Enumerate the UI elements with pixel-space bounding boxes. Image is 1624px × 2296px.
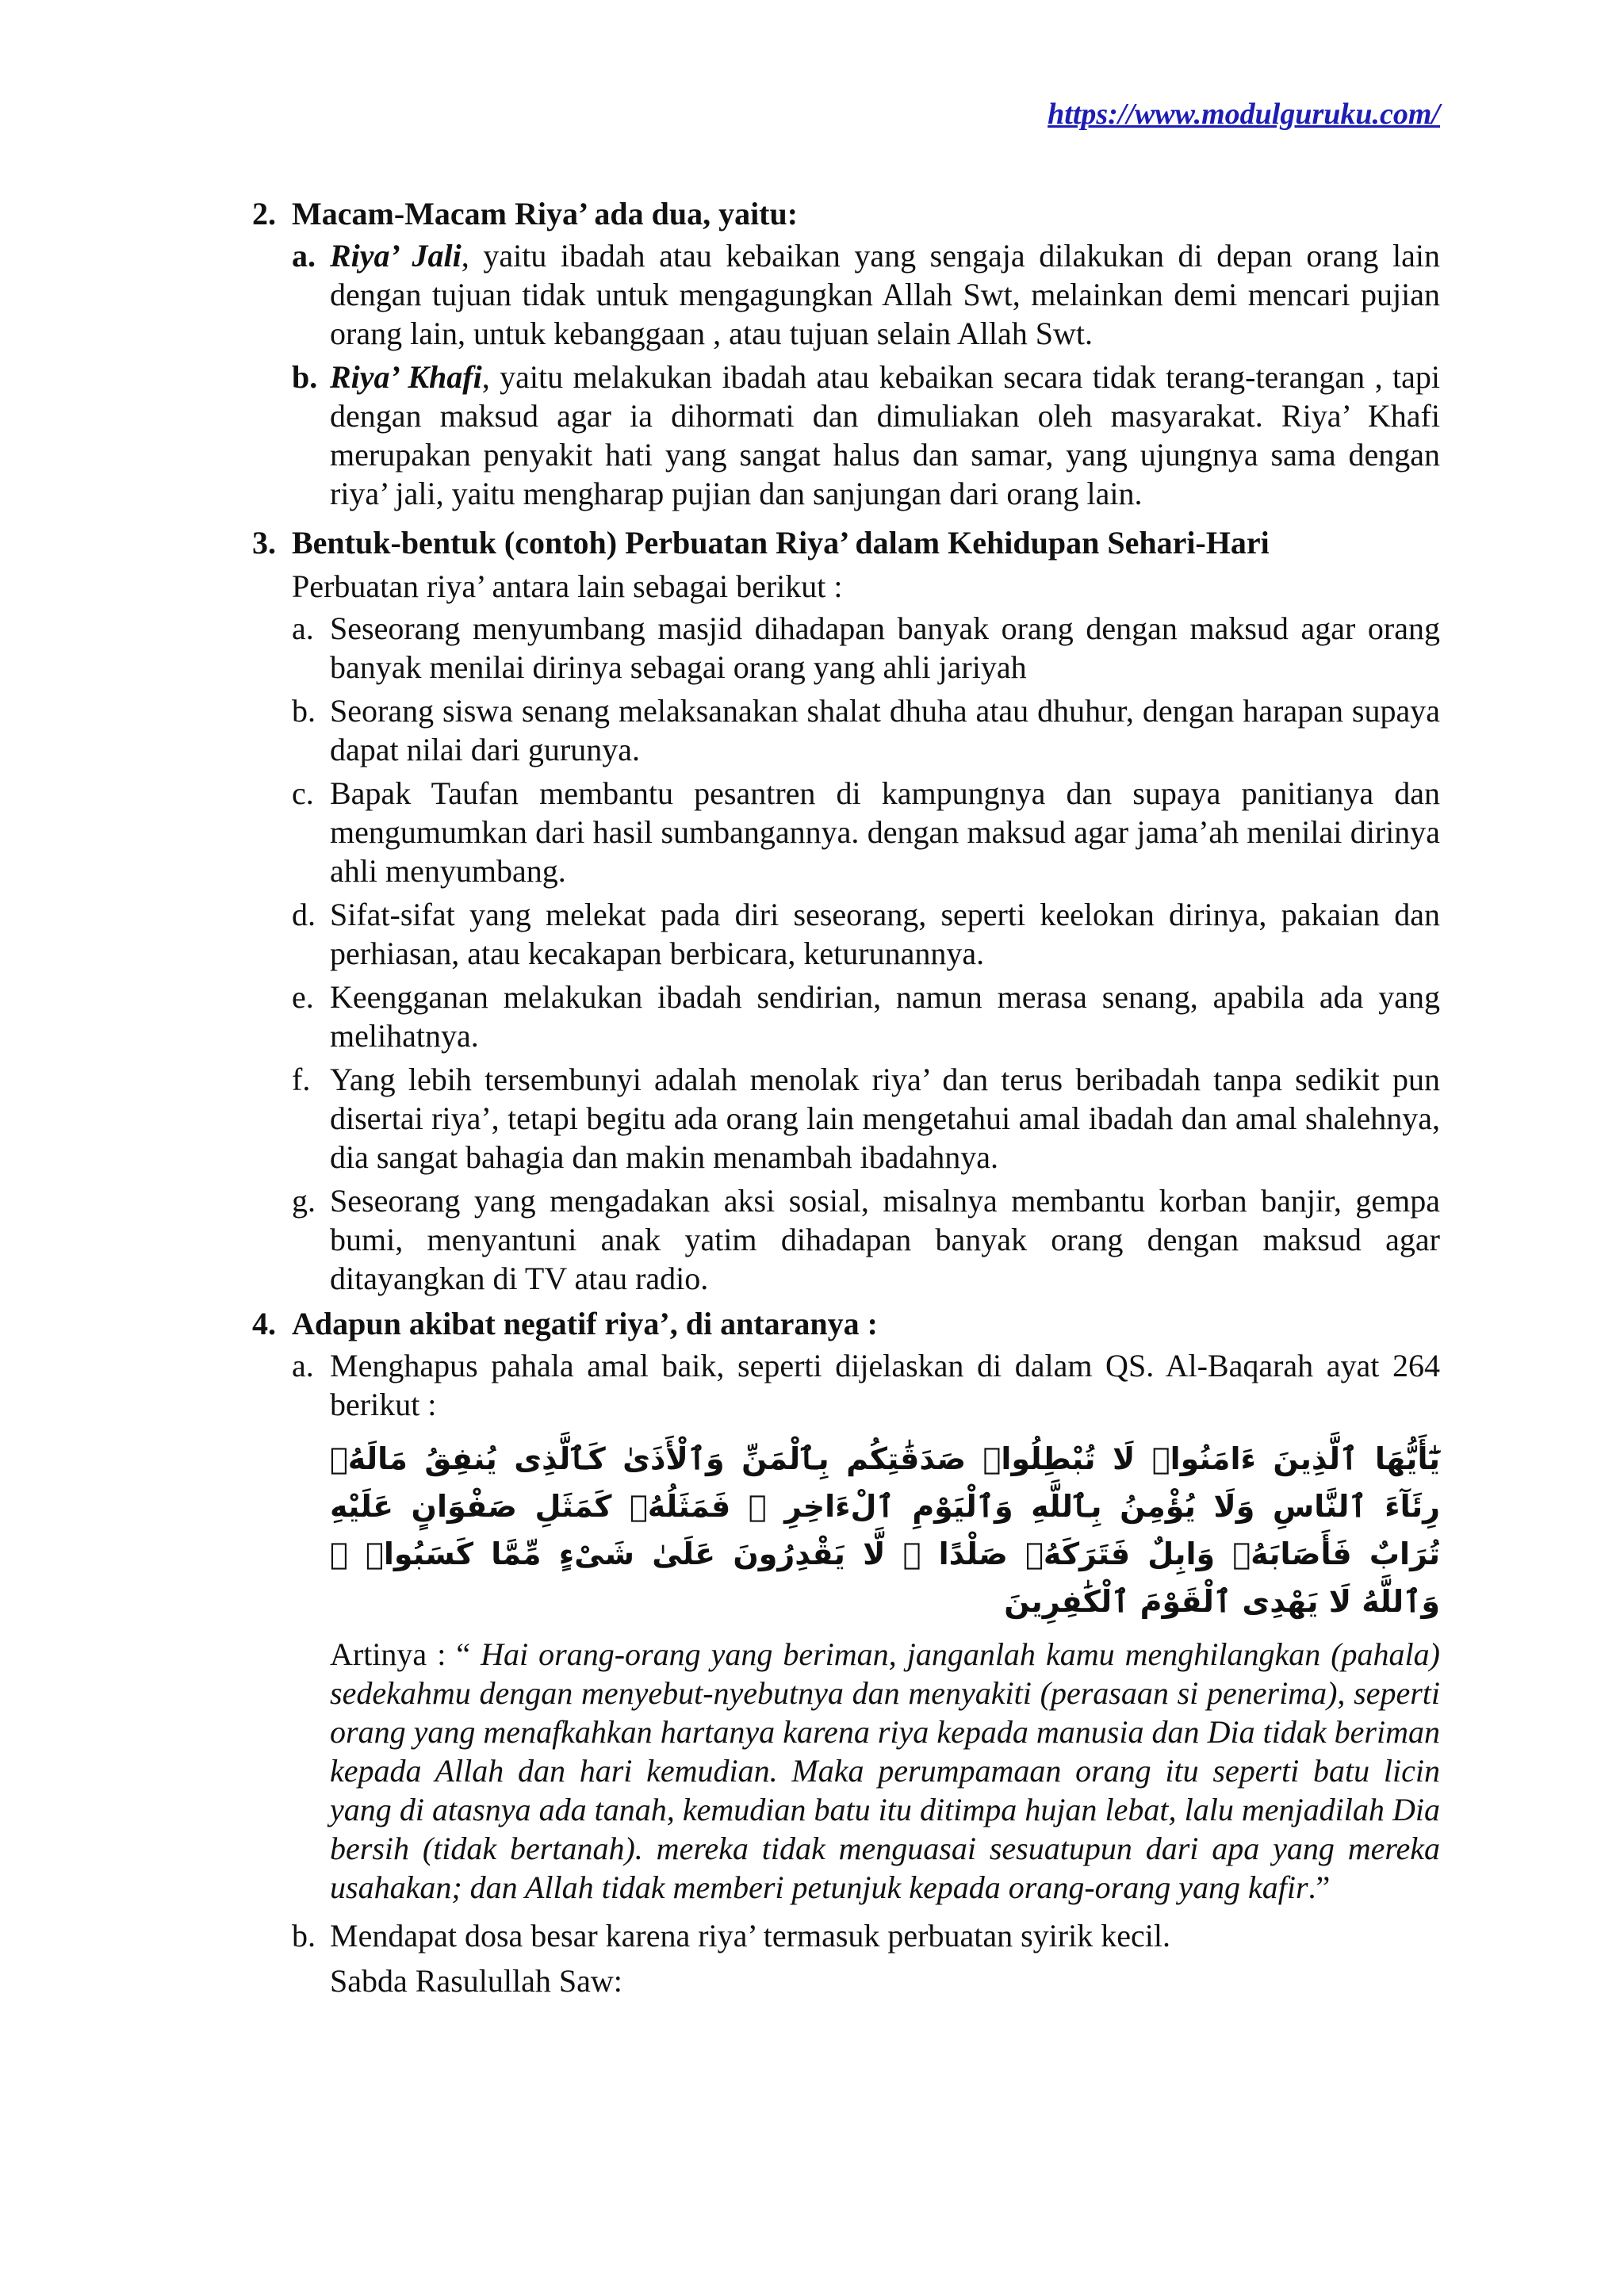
item-text: Yang lebih tersembunyi adalah menolak riya’ dan terus beribadah tanpa sedikit pun disertai riya’, tetapi begitu ada orang lain mengetahui amal ibadah dan amal shalehnya, dia sangat bahagia dan makin menambah ibadahnya. — [330, 1062, 1440, 1175]
section-2 — [252, 194, 1440, 513]
item-text: Menghapus pahala amal baik, seperti dijelaskan di dalam QS. Al-Baqarah ayat 264 berikut : — [330, 1348, 1440, 1422]
item-text: Sifat-sifat yang melekat pada diri seseorang, seperti keelokan dirinya, pakaian dan perhiasan, atau kecakapan berbicara, keturunannya. — [330, 897, 1440, 971]
example-item — [252, 774, 1440, 890]
section-4 — [252, 1304, 1440, 2000]
section-2-heading — [252, 194, 1440, 233]
riya-type-item — [252, 236, 1440, 353]
section-3-number: 3. — [252, 525, 276, 561]
item-marker: g. — [292, 1183, 316, 1219]
item-text: , yaitu ibadah atau kebaikan yang sengaja dilakukan di depan orang lain dengan tujuan tidak untuk mengagungkan Allah Swt, melainkan demi mencari pujian orang lain, untuk kebanggaan , atau tujuan selain Allah Swt. — [330, 238, 1441, 351]
item-marker: d. — [292, 897, 316, 932]
section-2-title: Macam-Macam Riya’ ada dua, yaitu: — [292, 196, 799, 232]
item-marker: f. — [292, 1062, 311, 1097]
item-marker: b. — [292, 693, 316, 729]
item-marker: a. — [292, 610, 314, 646]
translation-close: .” — [1308, 1869, 1331, 1905]
riya-term: Riya’ Khafi — [330, 359, 482, 395]
translation-text: Hai orang-orang yang beriman, janganlah kamu menghilangkan (pahala) sedekahmu dengan menyebut-nyebutnya dan menyakiti (perasaan si penerima), seperti orang yang menafkahkan hartanya karena riya kepada manusia dan Dia tidak beriman kepada Allah dan hari kemudian. Maka perumpamaan orang itu seperti batu licin yang di atasnya ada tanah, kemudian batu itu ditimpa hujan lebat, lalu menjadilah Dia bersih (tidak bertanah). mereka tidak menguasai sesuatupun dari apa yang mereka usahakan; dan Allah tidak memberi petunjuk kepada orang-orang yang kafir — [330, 1636, 1440, 1905]
example-item — [252, 895, 1440, 973]
example-item — [252, 609, 1440, 687]
section-3-intro: Perbuatan riya’ antara lain sebagai berikut : — [292, 568, 843, 604]
riya-term: Riya’ Jali — [330, 238, 462, 274]
example-item — [252, 1060, 1440, 1177]
item-marker: c. — [292, 775, 314, 811]
consequence-item — [252, 1916, 1440, 1955]
hadith-intro: Sabda Rasulullah Saw: — [330, 1963, 622, 1999]
header-url-link[interactable]: https://www.modulguruku.com/ — [1048, 98, 1440, 131]
item-marker: a. — [292, 1348, 314, 1383]
example-item — [252, 978, 1440, 1055]
section-4-heading — [252, 1304, 1440, 1343]
verse-translation — [252, 1635, 1440, 1907]
section-4-number: 4. — [252, 1306, 276, 1341]
section-3 — [252, 523, 1440, 1298]
item-marker: e. — [292, 979, 314, 1015]
translation-label: Artinya : “ — [330, 1636, 481, 1672]
section-2-number: 2. — [252, 196, 276, 232]
quran-verse-arabic: يَٰٓأَيُّهَا ٱلَّذِينَ ءَامَنُوا۟ لَا تُبْطِلُوا۟ صَدَقَٰتِكُم بِٱلْمَنِّ وَٱلْأَذَىٰ كَٱلَّذِى يُنفِقُ مَالَهُۥ رِئَآءَ ٱلنَّاسِ وَلَا يُؤْمِنُ بِٱللَّهِ وَٱلْيَوْمِ ٱلْءَاخِرِ ۖ فَمَثَلُهُۥ كَمَثَلِ صَفْوَانٍ عَلَيْهِ تُرَابٌ فَأَصَابَهُۥ وَابِلٌ فَتَرَكَهُۥ صَلْدًا ۖ لَّا يَقْدِرُونَ عَلَىٰ شَىْءٍ مِّمَّا كَسَبُوا۟ ۗ وَٱللَّهُ لَا يَهْدِى ٱلْقَوْمَ ٱلْكَٰفِرِينَ — [330, 1441, 1440, 1619]
item-marker: b. — [292, 359, 318, 395]
section-3-heading — [252, 523, 1440, 562]
section-4-title: Adapun akibat negatif riya’, di antaranya : — [292, 1306, 878, 1341]
item-text: Bapak Taufan membantu pesantren di kampungnya dan supaya panitianya dan mengumumkan dari hasil sumbangannya. dengan maksud agar jama’ah menilai dirinya ahli menyumbang. — [330, 775, 1440, 889]
item-marker: a. — [292, 238, 316, 274]
item-text: Keengganan melakukan ibadah sendirian, namun merasa senang, apabila ada yang melihatnya. — [330, 979, 1440, 1054]
item-text: Seseorang menyumbang masjid dihadapan banyak orang dengan maksud agar orang banyak menilai dirinya sebagai orang yang ahli jariyah — [330, 610, 1440, 685]
example-item — [252, 691, 1440, 769]
section-3-title: Bentuk-bentuk (contoh) Perbuatan Riya’ dalam Kehidupan Sehari-Hari — [292, 525, 1270, 561]
riya-type-item — [252, 358, 1440, 513]
item-text: Mendapat dosa besar karena riya’ termasuk perbuatan syirik kecil. — [330, 1918, 1170, 1954]
item-text: , yaitu melakukan ibadah atau kebaikan secara tidak terang-terangan , tapi dengan maksud agar ia dihormati dan dimuliakan oleh masyarakat. Riya’ Khafi merupakan penyakit hati yang sangat halus dan samar, yang ujungnya sama dengan riya’ jali, yaitu mengharap pujian dan sanjungan dari orang lain. — [330, 359, 1440, 511]
example-item — [252, 1181, 1440, 1298]
item-text: Seseorang yang mengadakan aksi sosial, misalnya membantu korban banjir, gempa bumi, menyantuni anak yatim dihadapan banyak orang dengan maksud agar ditayangkan di TV atau radio. — [330, 1183, 1440, 1296]
item-marker: b. — [292, 1918, 316, 1954]
item-text: Seorang siswa senang melaksanakan shalat dhuha atau dhuhur, dengan harapan supaya dapat nilai dari gurunya. — [330, 693, 1440, 767]
consequence-item — [252, 1346, 1440, 1424]
